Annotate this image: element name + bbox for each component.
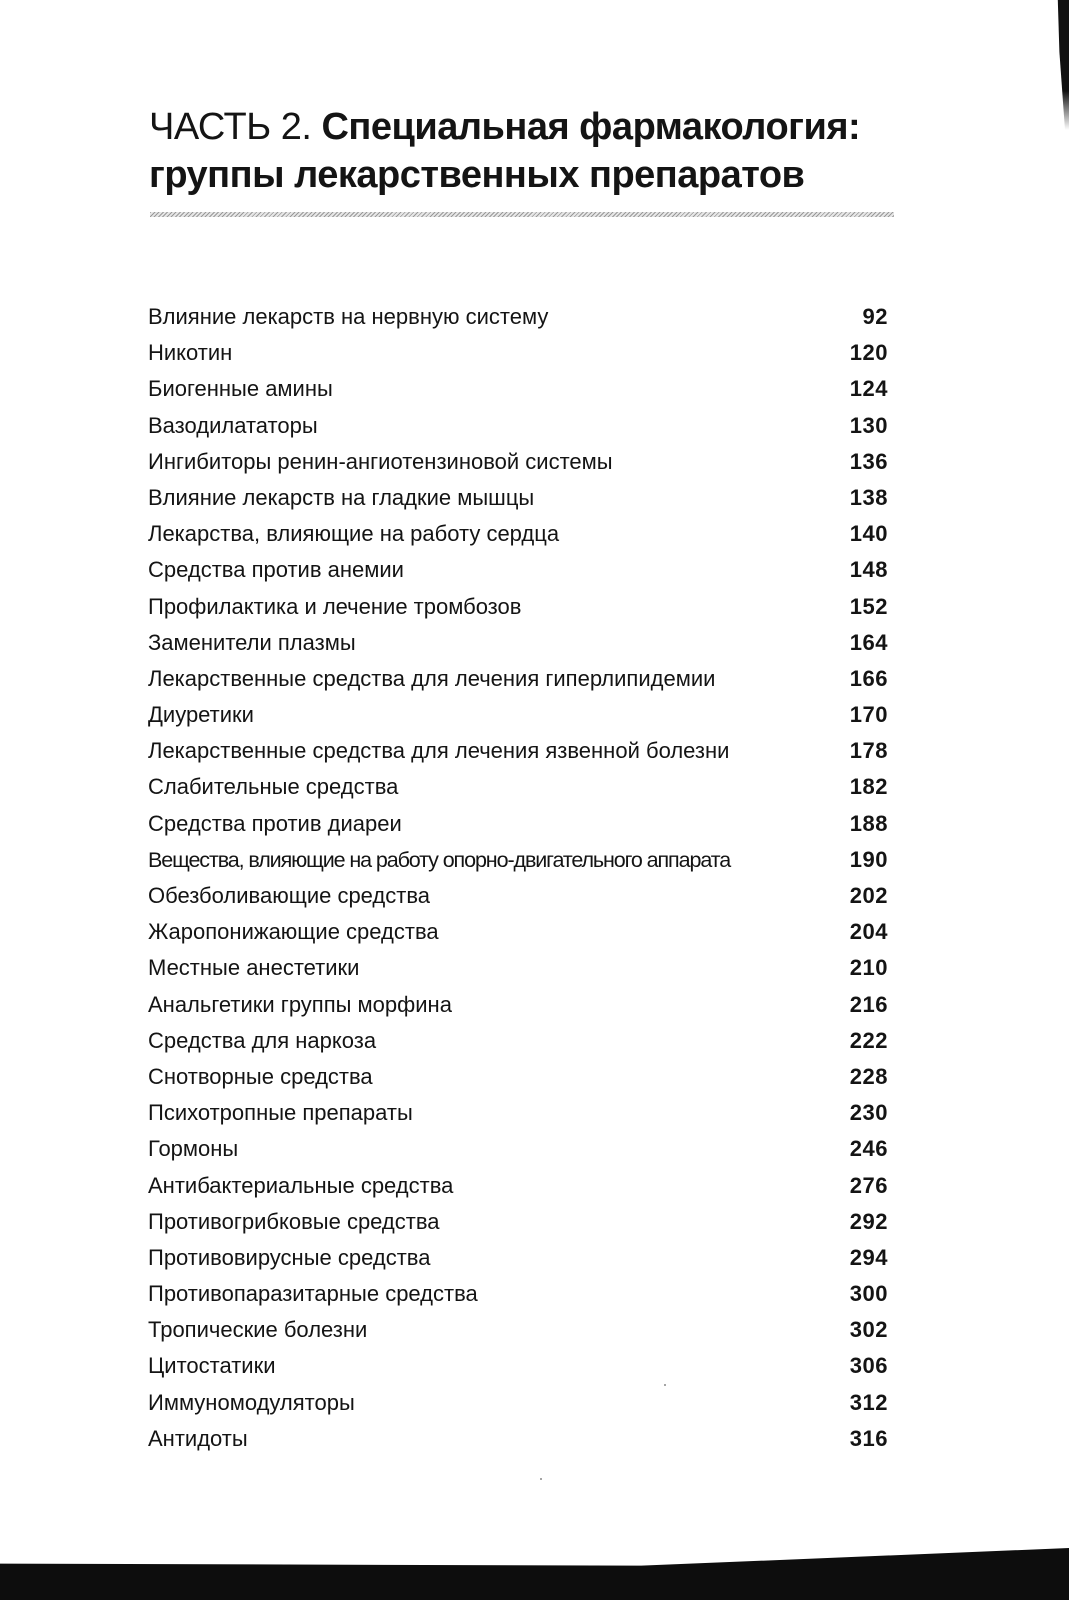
toc-entry-title: Обезболивающие средства [148,883,431,908]
toc-entry[interactable] [148,878,908,914]
toc-entry-title: Слабительные средства [148,774,399,800]
toc-entry-page: 246 [849,1136,888,1162]
toc-entry-title: Средства против анемии [148,557,404,583]
scan-speck [540,1478,542,1480]
decorative-rule [150,212,894,217]
toc-entry[interactable] [148,1421,908,1457]
toc-entry[interactable] [148,1095,908,1131]
toc-entry[interactable] [148,950,908,986]
toc-entry[interactable] [148,480,908,516]
part-heading [149,103,929,199]
toc-entry-page: 302 [849,1317,888,1343]
toc-entry[interactable] [148,299,908,335]
toc-entry[interactable] [148,661,908,697]
toc-entry-page: 210 [849,955,888,981]
toc-entry-page: 124 [849,376,888,402]
part-title-line2: группы лекарственных препаратов [149,154,805,196]
toc-entry-title: Ингибиторы ренин-ангиотензиновой системы [148,448,613,474]
toc-entry-title: Гормоны [148,1136,239,1162]
toc-entry-title: Местные анестетики [148,955,360,981]
toc-entry-page: 294 [849,1244,888,1270]
toc-entry-title: Вещества, влияющие на работу опорно-двигательного аппарата [148,847,731,872]
toc-entry-title: Лекарственные средства для лечения гиперлипидемии [148,665,716,691]
toc-entry-page: 190 [849,846,888,872]
toc-entry-page: 130 [849,412,888,438]
toc-entry-title: Вазодилататоры [148,412,318,438]
toc-entry[interactable] [148,371,908,407]
toc-entry-title: Жаропонижающие средства [148,919,439,945]
toc-entry-title: Биогенные амины [148,376,333,402]
toc-entry-title: Заменители плазмы [148,629,356,655]
toc-entry[interactable] [148,1204,908,1240]
toc-entry-title: Средства для наркоза [148,1027,377,1053]
toc-entry[interactable] [148,1312,908,1348]
toc-entry[interactable] [148,842,908,878]
toc-entry-title: Тропические болезни [148,1317,368,1343]
toc-entry-title: Профилактика и лечение тромбозов [148,593,522,619]
toc-entry-title: Антибактериальные средства [148,1172,454,1198]
toc-entry-title: Анальгетики группы морфина [148,991,452,1017]
toc-entry[interactable] [148,589,908,625]
toc-entry[interactable] [148,335,908,371]
toc-entry-page: 170 [849,702,888,728]
toc-entry-page: 140 [849,521,888,547]
toc-entry-title: Лекарства, влияющие на работу сердца [148,521,560,547]
toc-entry[interactable] [148,769,908,805]
part-label: ЧАСТЬ 2. [149,106,312,148]
toc-entry[interactable] [148,1348,908,1384]
toc-entry[interactable] [148,914,908,950]
toc-entry-page: 92 [862,304,888,329]
toc-entry-title: Цитостатики [148,1353,276,1379]
toc-entry-page: 136 [849,448,888,474]
toc-entry[interactable] [148,625,908,661]
toc-entry-page: 292 [849,1208,888,1234]
toc-entry-page: 228 [849,1063,888,1089]
toc-entry-page: 306 [849,1353,888,1379]
toc-entry-page: 188 [849,810,888,836]
toc-entry-title: Влияние лекарств на нервную систему [148,304,549,329]
toc-entry[interactable] [148,552,908,588]
toc-entry-title: Влияние лекарств на гладкие мышцы [148,484,535,510]
toc-entry-title: Средства против диареи [148,810,402,836]
toc-entry[interactable] [148,444,908,480]
toc-entry-title: Снотворные средства [148,1063,373,1089]
toc-entry[interactable] [148,1023,908,1059]
toc-entry[interactable] [148,1276,908,1312]
part-title-line1: Специальная фармакология: [321,106,861,148]
toc-entry-page: 316 [849,1425,888,1451]
toc-entry[interactable] [148,1385,908,1421]
toc-entry-page: 230 [849,1100,888,1126]
toc-entry-page: 178 [849,738,888,764]
toc-entry-page: 164 [849,629,888,655]
toc-entry[interactable] [148,697,908,733]
toc-entry-title: Противопаразитарные средства [148,1281,478,1307]
toc-entry-title: Противовирусные средства [148,1244,431,1270]
toc-entry-page: 148 [849,557,888,583]
toc-entry[interactable] [148,408,908,444]
toc-entry-title: Противогрибковые средства [148,1208,440,1234]
toc-entry-page: 182 [849,774,888,800]
toc-entry-page: 166 [849,665,888,691]
scan-speck [664,1384,666,1386]
table-of-contents [148,299,908,1457]
toc-entry-title: Лекарственные средства для лечения язвенной болезни [148,738,730,764]
toc-entry-title: Никотин [148,340,233,366]
toc-entry[interactable] [148,987,908,1023]
toc-entry-title: Антидоты [148,1425,248,1451]
toc-entry-page: 216 [849,991,888,1017]
toc-entry-page: 312 [849,1389,888,1415]
toc-entry-page: 138 [849,484,888,510]
toc-entry[interactable] [148,1059,908,1095]
toc-entry[interactable] [148,806,908,842]
toc-entry[interactable] [148,1240,908,1276]
toc-entry-title: Психотропные препараты [148,1100,413,1126]
toc-entry[interactable] [148,733,908,769]
toc-entry-page: 276 [849,1172,888,1198]
toc-entry[interactable] [148,1168,908,1204]
toc-entry-title: Диуретики [148,702,254,728]
toc-entry-page: 204 [849,919,888,945]
toc-entry-page: 300 [849,1281,888,1307]
scan-edge-shadow-right [1053,0,1069,130]
toc-entry-page: 152 [849,593,888,619]
toc-entry[interactable] [148,1131,908,1167]
toc-entry-title: Иммуномодуляторы [148,1389,355,1415]
toc-entry[interactable] [148,516,908,552]
scan-edge-shadow-bottom [0,1548,1069,1600]
toc-entry-page: 222 [849,1027,888,1053]
toc-entry-page: 120 [849,340,888,366]
toc-entry-page: 202 [849,883,888,908]
